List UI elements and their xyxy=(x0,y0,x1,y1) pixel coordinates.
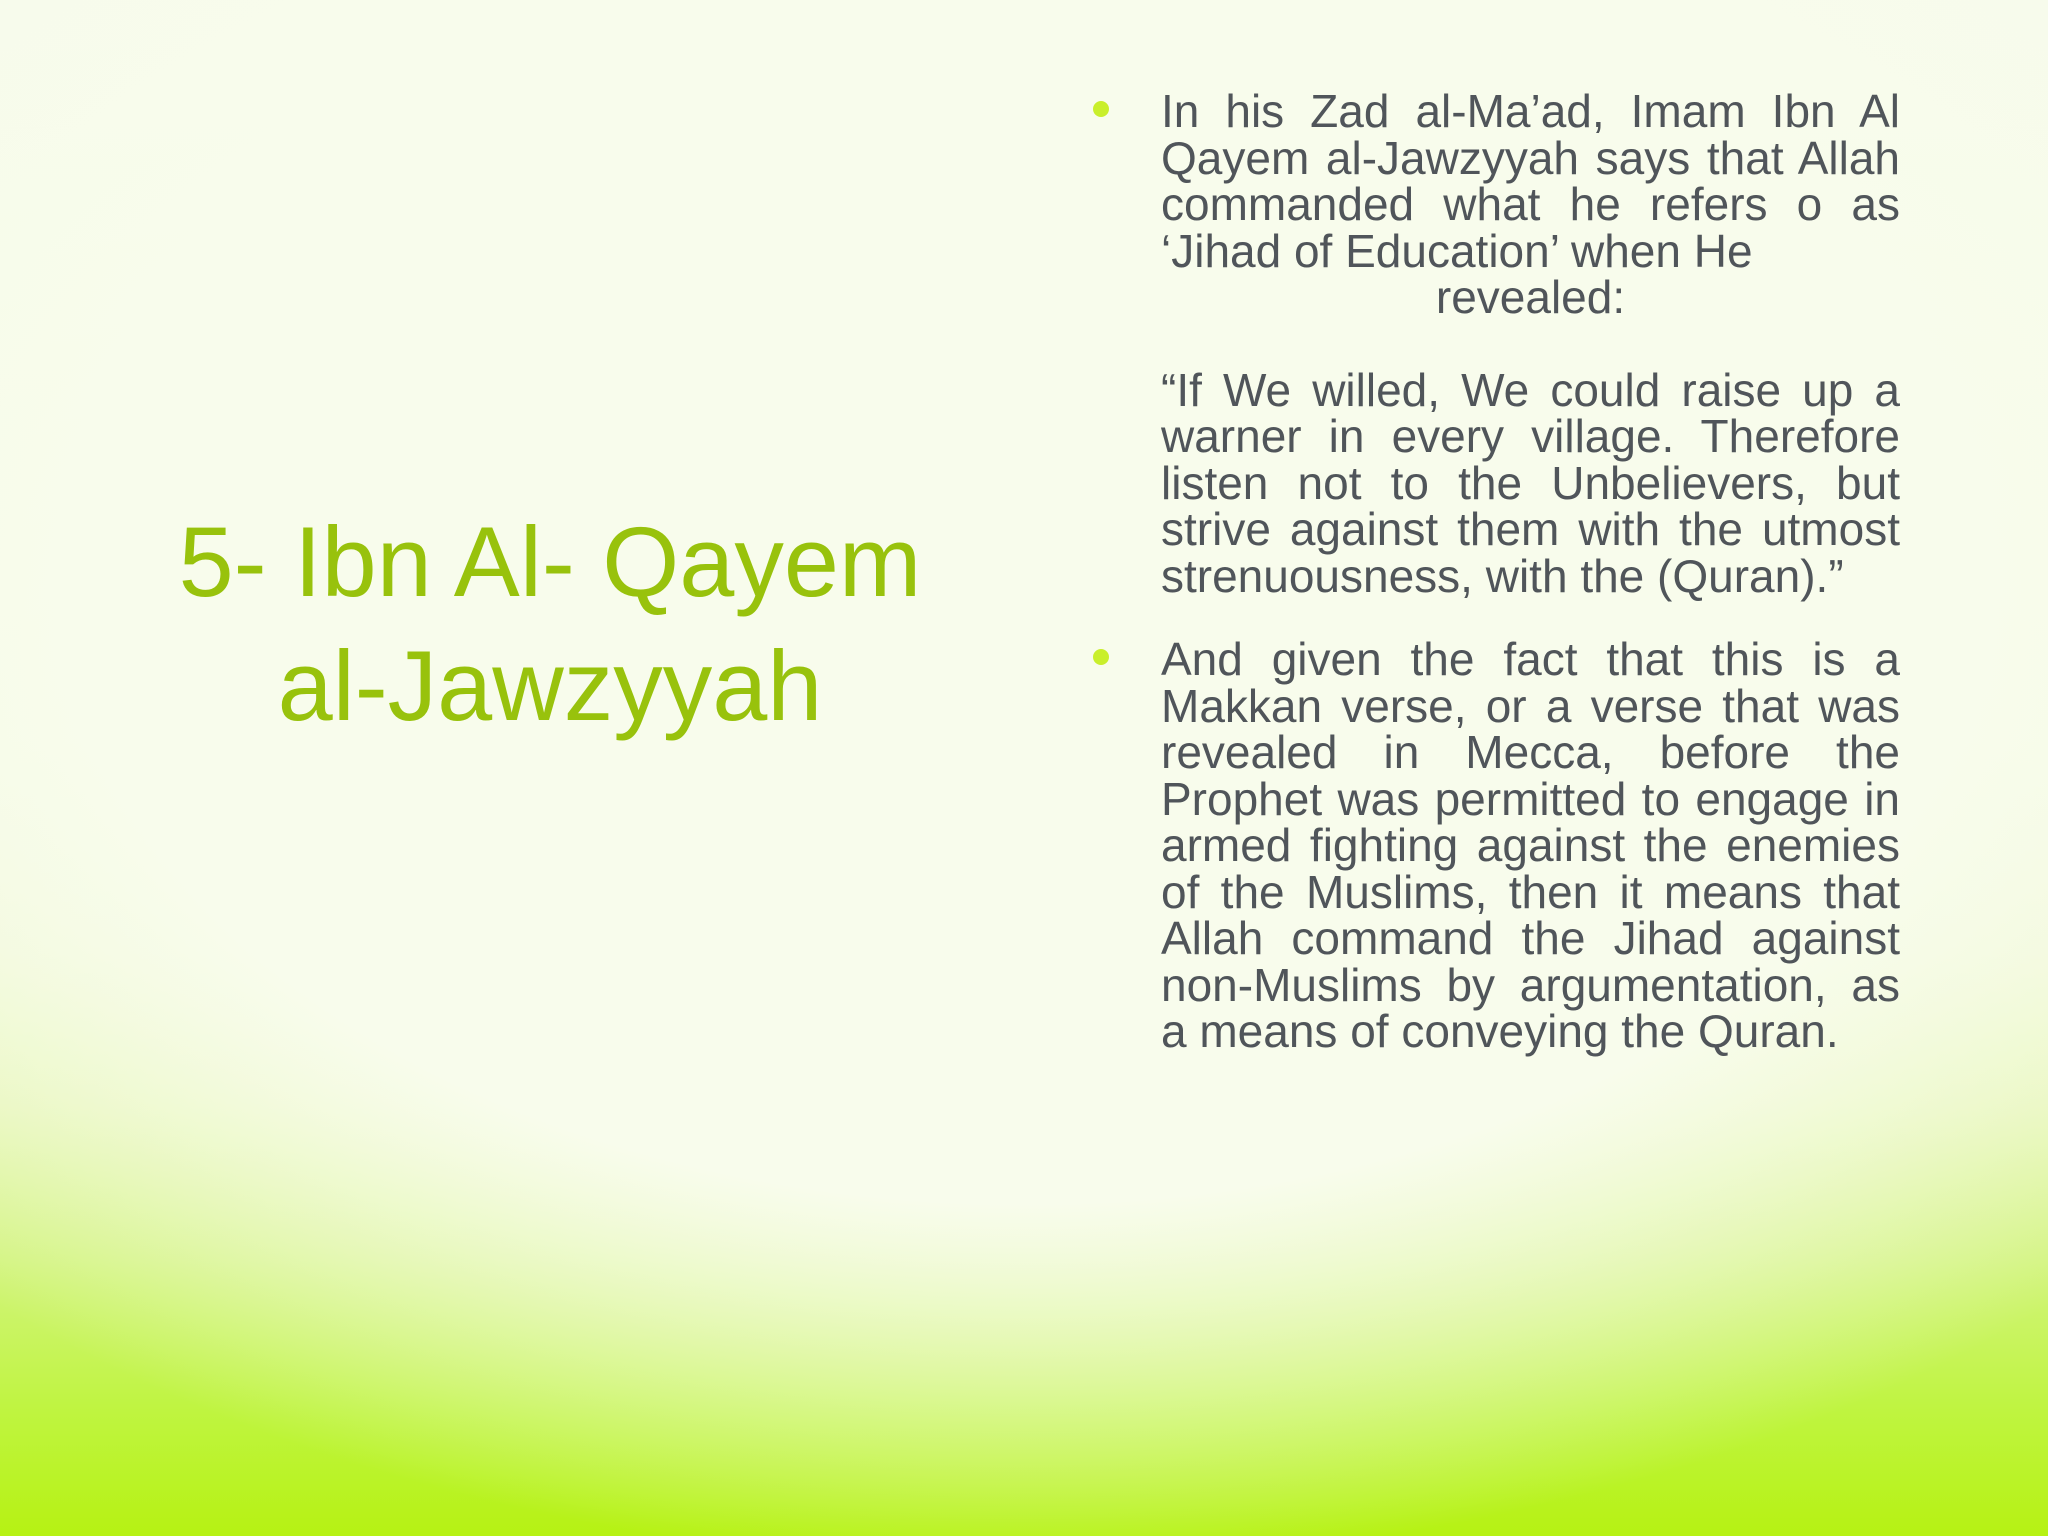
slide-title-line-1: 5- Ibn Al- Qayem xyxy=(178,506,922,617)
bullet-1-quote: “If We willed, We could raise up a warner in every village. Therefore listen not to the Unbelievers, but strive against them with the utmost strenuousness, with the (Quran).” xyxy=(1161,363,1900,602)
bullet-1-text-end: revealed: xyxy=(1435,271,1626,323)
bullet-2-text: And given the fact that this is a Makkan verse, or a verse that was revealed in Mecca, before the Prophet was permitted to engage in armed fighting against the enemies of the Muslims, then it means that Allah command the Jihad against non-Muslims by argumentation, as a means of conveying the Quran. xyxy=(1161,633,1900,1057)
bullet-dot-icon xyxy=(1093,101,1109,117)
slide-title xyxy=(130,500,970,748)
bullet-1-text: In his Zad al-Ma’ad, Imam Ibn Al Qayem al-Jawzyyah says that Allah commanded what he refers o as ‘Jihad of Education’ when He xyxy=(1161,85,1900,277)
bullet-dot-icon xyxy=(1093,649,1109,665)
bullet-item-2 xyxy=(1080,633,1900,1057)
paragraph-spacer xyxy=(1161,321,1900,367)
bullet-list xyxy=(1080,85,1900,1057)
slide-title-line-2: al-Jawzyyah xyxy=(277,630,823,741)
bullet-item-1 xyxy=(1080,85,1900,602)
